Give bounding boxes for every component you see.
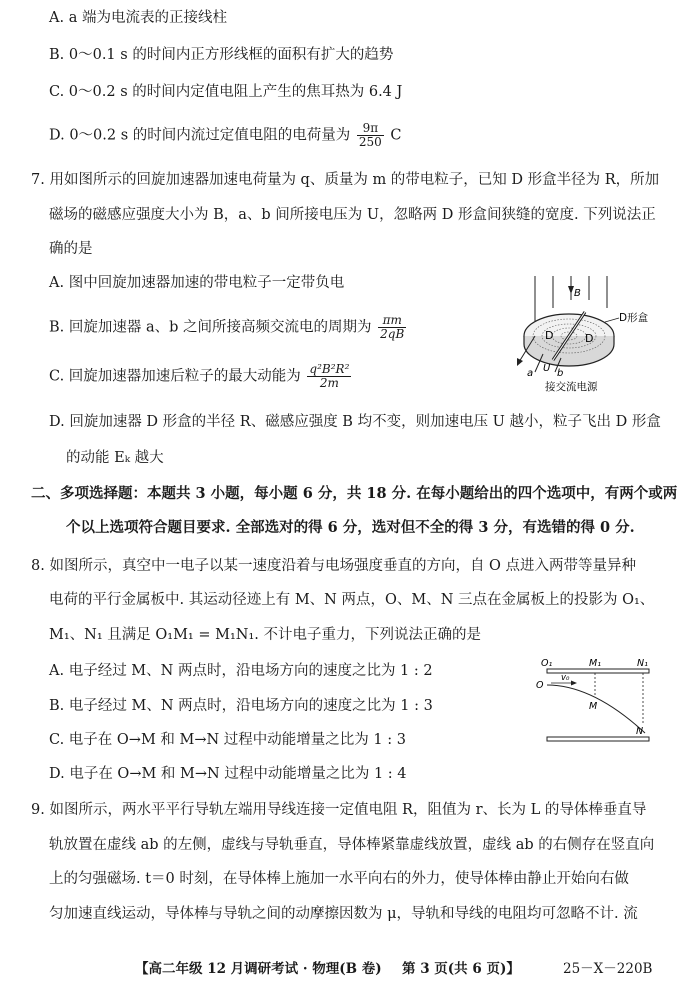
q7-option-c-text: C. 回旋加速器加速后粒子的最大动能为: [49, 368, 301, 385]
terminal-label-b: b: [557, 368, 564, 379]
q7-option-c-fraction: [307, 363, 351, 390]
q7-stem-line-3: 确的是: [49, 241, 93, 257]
q7-option-a: A. 图中回旋加速器加速的带电粒子一定带负电: [49, 275, 345, 291]
label-n1: N₁: [637, 658, 648, 669]
field-label-b: B: [574, 288, 581, 299]
q7-option-b: [49, 314, 408, 341]
q8-option-b: B. 电子经过 M、N 两点时，沿电场方向的速度之比为 1 : 3: [49, 698, 433, 714]
label-o1: O₁: [541, 658, 553, 669]
velocity-arrow-icon: [571, 681, 577, 686]
q6-option-d-fraction: [357, 122, 384, 149]
q6-option-d-text: D. 0～0.2 s 的时间内流过定值电阻的电荷量为: [49, 127, 351, 144]
label-o: O: [536, 680, 544, 691]
footer-page-number: 第 3 页(共 6 页)】: [402, 961, 520, 977]
q8-option-c: C. 电子在 O→M 和 M→N 过程中动能增量之比为 1 : 3: [49, 732, 406, 748]
q9-line-4: 匀加速直线运动，导体棒与导轨之间的动摩擦因数为 μ，导轨和导线的电阻均可忽略不计. 流: [49, 906, 638, 922]
q8-stem-line-2: 电荷的平行金属板中. 其运动径迹上有 M、N 两点，O、M、N 三点在金属板上的投影为 O₁、: [49, 592, 655, 608]
footer-exam-title: 【高二年级 12 月调研考试 · 物理(B 卷): [135, 961, 382, 977]
q7-option-c: [49, 363, 353, 390]
q7-option-d-line-2: 的动能 Eₖ 越大: [66, 450, 164, 466]
q7-option-b-text: B. 回旋加速器 a、b 之间所接高频交流电的周期为: [49, 319, 372, 336]
label-m: M: [589, 701, 598, 712]
fraction-denominator: 2qB: [380, 327, 405, 341]
voltage-label-u: U: [543, 363, 551, 374]
d-box-label-left: D: [545, 329, 554, 342]
d-box-label-right: D: [585, 332, 594, 345]
d-box-side: [524, 336, 614, 366]
fraction-numerator: q²B²R²: [309, 362, 350, 376]
label-v0: v₀: [561, 673, 570, 683]
label-m1: M₁: [589, 658, 602, 669]
q8-option-a: A. 电子经过 M、N 两点时，沿电场方向的速度之比为 1 : 2: [49, 663, 433, 679]
fraction-denominator: 2m: [319, 376, 339, 390]
q7-stem-line-1: 7. 用如图所示的回旋加速器加速电荷量为 q、质量为 m 的带电粒子，已知 D 形盒半径为 R，所加: [31, 172, 660, 188]
q7-option-d-line-1: D. 回旋加速器 D 形盒的半径 R、磁感应强度 B 均不变，则加速电压 U 越小，粒子飞出 D 形盒: [49, 414, 661, 430]
fraction-numerator: 9π: [357, 122, 384, 136]
q6-option-c: C. 0～0.2 s 的时间内定值电阻上产生的焦耳热为 6.4 J: [49, 84, 403, 100]
fraction-denominator: 250: [358, 135, 382, 149]
cyclotron-figure: [505, 274, 655, 394]
q9-line-3: 上的匀强磁场. t＝0 时刻，在导体棒上施加一水平向右的外力，使导体棒由静止开始向右做: [49, 871, 629, 887]
d-box-caption: D形盒: [619, 312, 649, 324]
q8-option-d: D. 电子在 O→M 和 M→N 过程中动能增量之比为 1 : 4: [49, 766, 407, 782]
footer-code: 25－X－220B: [563, 961, 653, 977]
q6-option-d: [49, 122, 402, 149]
terminal-label-a: a: [527, 368, 534, 379]
section-2-heading-line-2: 个以上选项符合题目要求. 全部选对的得 6 分，选对但不全的得 3 分，有选错的得 0 分.: [66, 519, 635, 536]
ac-source-caption: 接交流电源: [545, 381, 598, 393]
label-n: N: [636, 726, 644, 737]
fraction-numerator: πm: [378, 314, 406, 328]
bottom-plate: [547, 737, 649, 741]
q6-option-b: B. 0～0.1 s 的时间内正方形线框的面积有扩大的趋势: [49, 47, 394, 63]
q6-option-d-unit: C: [390, 127, 402, 144]
q6-option-a: A. a 端为电流表的正接线柱: [49, 10, 227, 26]
exit-arrow-icon: [517, 358, 523, 366]
q8-stem-line-3: M₁、N₁ 且满足 O₁M₁ = M₁N₁. 不计电子重力，下列说法正确的是: [49, 627, 481, 643]
q7-stem-line-2: 磁场的磁感应强度大小为 B，a、b 间所接电压为 U，忽略两 D 形盒间狭缝的宽度. 下列说法正: [49, 207, 656, 223]
q7-option-b-fraction: [378, 314, 406, 341]
section-2-heading-line-1: 二、多项选择题：本题共 3 小题，每小题 6 分，共 18 分. 在每小题给出的四个选项中，有两个或两: [31, 485, 677, 502]
q9-line-2: 轨放置在虚线 ab 的左侧，虚线与导轨垂直，导体棒紧靠虚线放置，虚线 ab 的右侧存在竖直向: [49, 837, 655, 853]
q8-stem-line-1: 8. 如图所示，真空中一电子以某一速度沿着与电场强度垂直的方向，自 O 点进入两带等量异种: [31, 558, 637, 574]
parallel-plates-figure: [533, 655, 653, 747]
q9-line-1: 9. 如图所示，两水平平行导轨左端用导线连接一定值电阻 R，阻值为 r、长为 L 的导体棒垂直导: [31, 802, 647, 818]
